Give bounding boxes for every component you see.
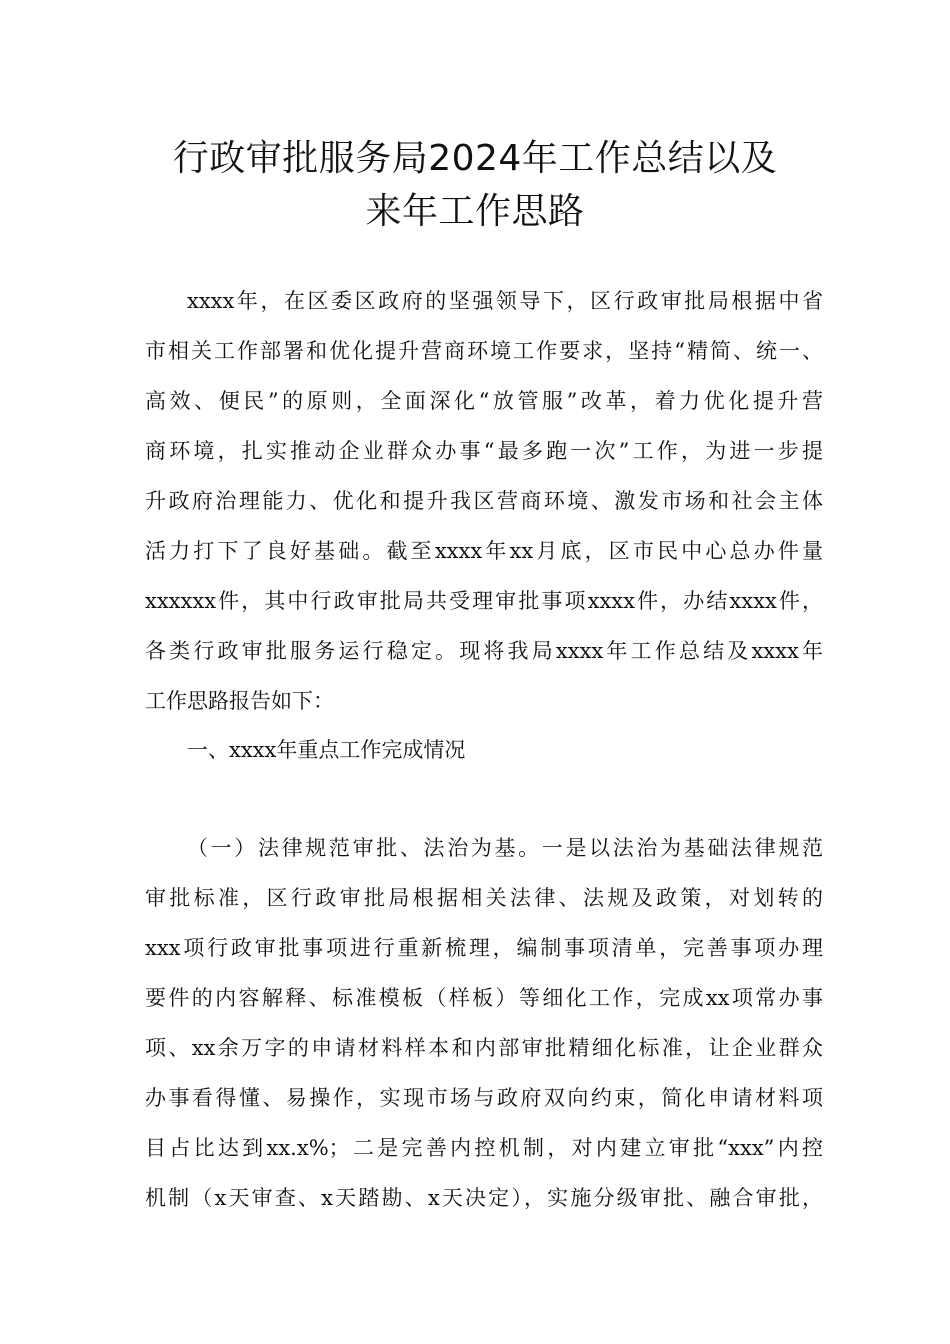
document-title-line-2: 来年工作思路 <box>365 191 585 232</box>
paragraph-2-line: 审批标准，区行政审批局根据相关法律、法规及政策，对划转的 <box>145 886 823 910</box>
paragraph-1-line: 高效、便民”的原则，全面深化“放管服”改革，着力优化提升营 <box>145 389 823 413</box>
paragraph-1-line: 活力打下了良好基础。截至xxxx年xx月底，区市民中心总办件量 <box>145 539 823 563</box>
section-heading: 一、xxxx年重点工作完成情况 <box>187 738 466 762</box>
document-title-line-1: 行政审批服务局2024年工作总结以及 <box>172 138 778 179</box>
paragraph-2-line: （一）法律规范审批、法治为基。一是以法治为基础法律规范 <box>187 836 823 860</box>
paragraph-1-line: 市相关工作部署和优化提升营商环境工作要求，坚持“精简、统一、 <box>145 339 823 363</box>
paragraph-1-line: xxxx年，在区委区政府的坚强领导下，区行政审批局根据中省 <box>187 289 823 313</box>
paragraph-1-line: 升政府治理能力、优化和提升我区营商环境、激发市场和社会主体 <box>145 489 823 513</box>
paragraph-1-line: 各类行政审批服务运行稳定。现将我局xxxx年工作总结及xxxx年 <box>145 639 823 663</box>
paragraph-2-line: 办事看得懂、易操作，实现市场与政府双向约束，简化申请材料项 <box>145 1086 823 1110</box>
paragraph-2-line: xxx项行政审批事项进行重新梳理，编制事项清单，完善事项办理 <box>145 936 823 960</box>
paragraph-2-line: 要件的内容解释、标准模板（样板）等细化工作，完成xx项常办事 <box>145 986 823 1010</box>
paragraph-2-line: 目占比达到xx.x%；二是完善内控机制，对内建立审批“xxx”内控 <box>145 1136 823 1160</box>
paragraph-1-line: 工作思路报告如下： <box>145 689 334 713</box>
paragraph-2-line: 机制（x天审查、x天踏勘、x天决定），实施分级审批、融合审批， <box>145 1186 823 1210</box>
paragraph-2-line: 项、xx余万字的申请材料样本和内部审批精细化标准，让企业群众 <box>145 1036 823 1060</box>
paragraph-1-line: 商环境，扎实推动企业群众办事“最多跑一次”工作，为进一步提 <box>145 439 823 463</box>
paragraph-1-line: xxxxxx件，其中行政审批局共受理审批事项xxxx件，办结xxxx件， <box>145 589 823 613</box>
